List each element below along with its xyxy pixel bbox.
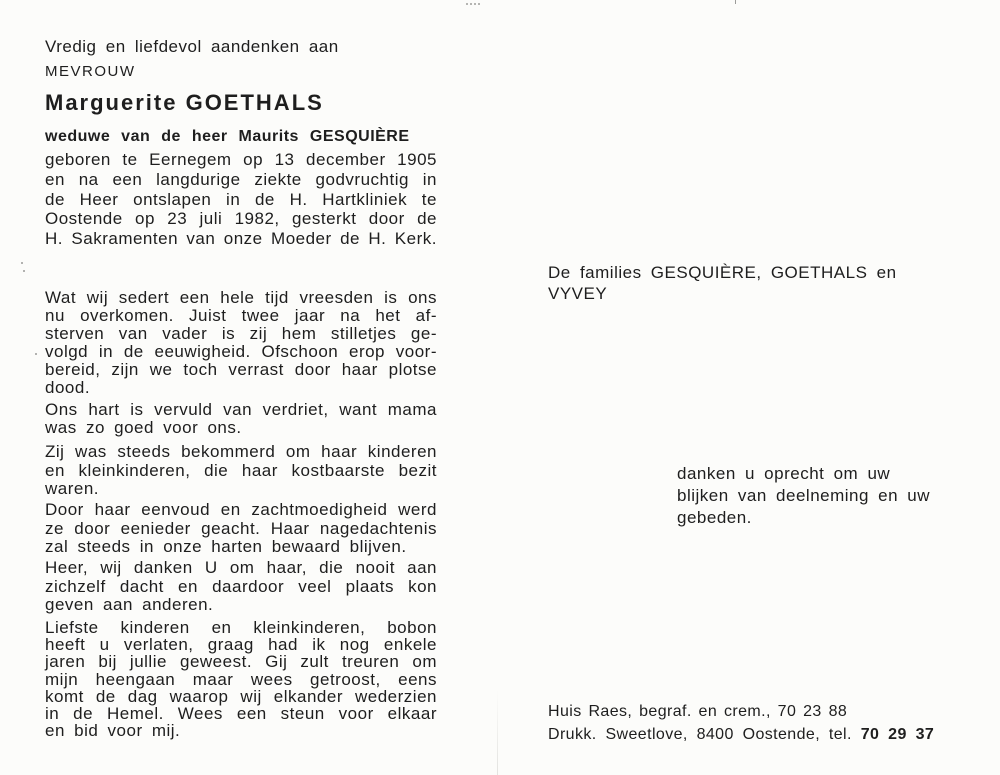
message-line: Wat wij sedert een hele tijd vreesden is ons bbox=[45, 288, 437, 307]
message-line: zal steeds in onze harten bewaard blijven. bbox=[45, 537, 407, 556]
message-line: en kleinkinderen, die haar kostbaarste bezit bbox=[45, 460, 437, 480]
thanks-line: blijken van deelneming en uw bbox=[677, 486, 931, 505]
message-line: Door haar eenvoud en zachtmoedigheid werd bbox=[45, 500, 437, 519]
intro-line: Vredig en liefdevol aandenken aan bbox=[45, 37, 339, 56]
salutation: MEVROUW bbox=[45, 63, 136, 80]
biography bbox=[45, 150, 437, 249]
biography-line: de Heer ontslapen in de H. Hartkliniek te bbox=[45, 189, 437, 209]
message-line: waren. bbox=[45, 479, 100, 498]
biography-line: geboren te Eernegem op 13 december 1905 bbox=[45, 150, 437, 169]
fold-line bbox=[497, 690, 498, 775]
thanks-line: danken u oprecht om uw bbox=[677, 464, 891, 483]
biography-line: H. Sakramenten van onze Moeder de H. Kerk. bbox=[45, 229, 437, 249]
message-line: zichzelf dacht en daardoor veel plaats kon bbox=[45, 576, 437, 596]
printer-line bbox=[548, 723, 934, 746]
message-line: heeft u verlaten, graag had ik nog enkele bbox=[45, 635, 437, 655]
deceased-name: Marguerite GOETHALS bbox=[45, 90, 324, 115]
message-line: komt de dag waarop wij elkander wederzien bbox=[45, 686, 437, 706]
message-line: en bid voor mij. bbox=[45, 721, 181, 741]
message-paragraph bbox=[45, 443, 437, 499]
message-line: bereid, zijn we toch verrast door haar plotse bbox=[45, 360, 437, 379]
paper-speck bbox=[35, 353, 37, 355]
message-paragraph bbox=[45, 559, 437, 615]
message-line: Zij was steeds bekommerd om haar kinderen bbox=[45, 442, 437, 461]
message-line: ze door eenieder geacht. Haar nagedachtenis bbox=[45, 518, 437, 538]
scan-mark bbox=[466, 3, 480, 5]
biography-line: Oostende op 23 juli 1982, gesterkt door de bbox=[45, 209, 437, 229]
imprint-footer bbox=[548, 700, 934, 746]
widow-of-line: weduwe van de heer Maurits GESQUIÈRE bbox=[45, 128, 410, 145]
message-line: was zo goed voor ons. bbox=[45, 418, 242, 437]
scan-mark bbox=[735, 0, 736, 4]
families-line: De families GESQUIÈRE, GOETHALS en bbox=[548, 263, 897, 282]
printer-name: Drukk. Sweetlove, 8400 Oostende, tel. bbox=[548, 726, 852, 743]
message-paragraph bbox=[45, 401, 437, 437]
thanks-block bbox=[677, 463, 930, 529]
printer-phone: 70 29 37 bbox=[860, 726, 935, 743]
message-line: dood. bbox=[45, 378, 91, 397]
message-line: Ons hart is vervuld van verdriet, want mama bbox=[45, 400, 437, 419]
families-block bbox=[548, 262, 897, 304]
paper-speck bbox=[21, 262, 23, 264]
message-line: sterven van vader is zij hem stilletjes ge- bbox=[45, 324, 437, 343]
message-line: Heer, wij danken U om haar, die nooit aan bbox=[45, 558, 437, 577]
biography-line: en na een langdurige ziekte godvruchtig in bbox=[45, 169, 437, 189]
message-line: nu overkomen. Juist twee jaar na het af- bbox=[45, 306, 437, 325]
message-paragraph bbox=[45, 501, 437, 557]
paper-speck bbox=[23, 270, 25, 272]
undertaker-line: Huis Raes, begraf. en crem., 70 23 88 bbox=[548, 703, 848, 720]
message-line: mijn heengaan maar wees getroost, eens bbox=[45, 669, 437, 689]
message-line: geven aan anderen. bbox=[45, 595, 214, 614]
message-line: in de Hemel. Wees een steun voor elkaar bbox=[45, 704, 437, 724]
message-line: jaren bij jullie geweest. Gij zult treuren om bbox=[45, 652, 437, 672]
message-line: Liefste kinderen en kleinkinderen, bobon bbox=[45, 618, 437, 637]
message-paragraph bbox=[45, 619, 437, 739]
thanks-line: gebeden. bbox=[677, 508, 752, 527]
message-paragraph bbox=[45, 289, 437, 397]
families-line: VYVEY bbox=[548, 284, 608, 303]
message-line: volgd in de eeuwigheid. Ofschoon erop voor- bbox=[45, 342, 437, 361]
